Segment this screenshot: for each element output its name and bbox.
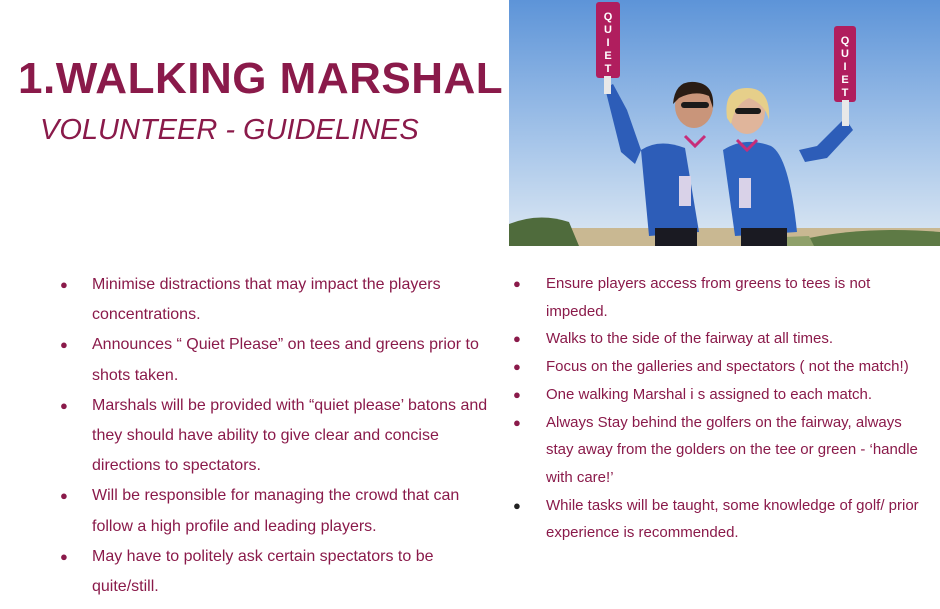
- svg-text:Q: Q: [603, 11, 613, 23]
- bullet-icon: ●: [60, 277, 68, 292]
- bullet-icon: ●: [60, 488, 68, 504]
- list-item: ● One walking Marshal i s assigned to each match.: [513, 381, 933, 409]
- bullet-icon: ●: [513, 331, 521, 347]
- list-item: ● Announces “ Quiet Please” on tees and greens prior to shots taken.: [60, 330, 490, 390]
- list-item: ● Always Stay behind the golfers on the fairway, always stay away from the golders on the tee or green - ‘handle with care!’: [513, 409, 933, 492]
- bullet-icon: ●: [513, 386, 521, 402]
- svg-text:E: E: [841, 74, 849, 86]
- bullet-icon: ●: [60, 548, 68, 564]
- svg-text:U: U: [841, 48, 849, 60]
- bullet-icon: ●: [513, 359, 521, 375]
- list-item: ● Ensure players access from greens to tees is not impeded.: [513, 270, 933, 325]
- svg-text:E: E: [604, 50, 612, 62]
- list-item: ● Marshals will be provided with “quiet please’ batons and they should have ability to give clear and concise directions to spectators.: [60, 391, 490, 482]
- svg-text:U: U: [604, 24, 612, 36]
- slide-subtitle: VOLUNTEER - GUIDELINES: [40, 114, 419, 146]
- list-item: ● Walks to the side of the fairway at all times.: [513, 325, 933, 353]
- list-item: ● Minimise distractions that may impact the players concentrations.: [60, 270, 490, 330]
- bullet-icon: ●: [513, 497, 521, 513]
- marshals-photo: [509, 0, 940, 246]
- list-item: ● May have to politely ask certain spectators to be quite/still.: [60, 542, 490, 602]
- list-item: ● Focus on the galleries and spectators ( not the match!): [513, 353, 933, 381]
- svg-text:Q: Q: [840, 35, 850, 47]
- svg-text:I: I: [606, 37, 610, 49]
- bullet-icon: ●: [60, 397, 68, 413]
- svg-text:T: T: [604, 63, 612, 75]
- slide-title: 1.WALKING MARSHAL: [18, 54, 504, 103]
- list-item: ● While tasks will be taught, some knowledge of golf/ prior experience is recommended.: [513, 492, 933, 547]
- svg-text:I: I: [843, 61, 847, 73]
- bullet-icon: ●: [513, 414, 521, 430]
- bullet-icon: ●: [513, 276, 521, 291]
- guidelines-list-right: [513, 270, 933, 547]
- list-item: ● Will be responsible for managing the crowd that can follow a high profile and leading players.: [60, 481, 490, 541]
- bullet-icon: ●: [60, 337, 68, 353]
- svg-text:T: T: [841, 87, 849, 99]
- guidelines-list-left: [60, 270, 490, 602]
